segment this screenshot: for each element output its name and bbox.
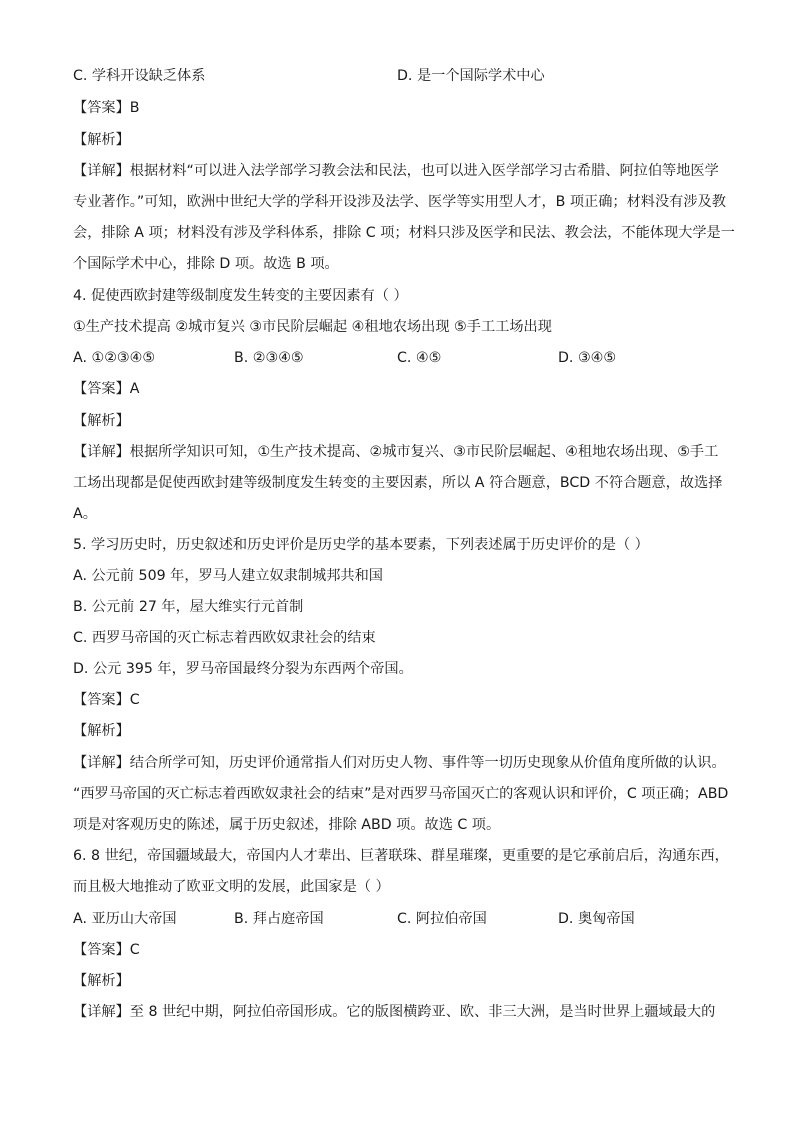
q4-detail-line: 工场出现都是促使西欧封建等级制度发生转变的主要因素，所以 A 符合题意，BCD 不符合题意，故选择 bbox=[73, 475, 723, 491]
q5-detail-line: “西罗马帝国的灭亡标志着西欧奴隶社会的结束”是对西罗马帝国灭亡的客观认识和评价，C 项正确；ABD bbox=[73, 786, 729, 802]
q5-stem: 5. 学习历史时，历史叙述和历史评价是历史学的基本要素，下列表述属于历史评价的是（ ） bbox=[73, 537, 649, 553]
q3-detail-line: 专业著作。”可知，欧洲中世纪大学的学科开设涉及法学、医学等实用型人才，B 项正确；材料没有涉及教 bbox=[73, 194, 726, 210]
q5-option-a: A. 公元前 509 年，罗马人建立奴隶制城邦共和国 bbox=[73, 568, 383, 584]
q4-answer: 【答案】A bbox=[73, 381, 140, 397]
q6-option-d: D. 奥匈帝国 bbox=[558, 911, 635, 927]
q5-detail-line: 项是对客观历史的陈述，属于历史叙述，排除 ABD 项。故选 C 项。 bbox=[73, 817, 501, 833]
q3-option-d: D. 是一个国际学术中心 bbox=[397, 68, 545, 84]
q3-answer: 【答案】B bbox=[73, 100, 140, 116]
q3-detail-line: 【详解】根据材料“可以进入法学部学习教会法和民法，也可以进入医学部学习古希腊、阿拉伯等地医学 bbox=[73, 163, 719, 179]
q5-detail-line: 【详解】结合所学可知，历史评价通常指人们对历史人物、事件等一切历史现象从价值角度所做的认识。 bbox=[73, 755, 726, 771]
q4-option-b: B. ②③④⑤ bbox=[234, 350, 304, 366]
q3-detail-line: 会，排除 A 项；材料没有涉及学科体系，排除 C 项；材料只涉及医学和民法、教会法，不能体现大学是一 bbox=[73, 225, 735, 241]
q4-stem: 4. 促使西欧封建等级制度发生转变的主要因素有（ ） bbox=[73, 288, 408, 304]
q3-analysis-label: 【解析】 bbox=[73, 132, 130, 148]
q6-options-row bbox=[73, 909, 733, 929]
q4-option-c: C. ④⑤ bbox=[397, 350, 442, 366]
q6-detail-line: 【详解】至 8 世纪中期，阿拉伯帝国形成。它的版图横跨亚、欧、非三大洲，是当时世界上疆域最大的 bbox=[73, 1004, 716, 1020]
q3-option-c: C. 学科开设缺乏体系 bbox=[73, 68, 206, 84]
q4-items: ①生产技术提高 ②城市复兴 ③市民阶层崛起 ④租地农场出现 ⑤手工工场出现 bbox=[73, 319, 552, 335]
q5-option-d: D. 公元 395 年，罗马帝国最终分裂为东西两个帝国。 bbox=[73, 661, 413, 677]
q6-stem-line: 而且极大地推动了欧亚文明的发展，此国家是（ ） bbox=[73, 879, 390, 895]
q6-stem-line: 6. 8 世纪，帝国疆域最大，帝国内人才辈出、巨著联珠、群星璀璨，更重要的是它承前启后，沟通东西， bbox=[73, 848, 729, 864]
q4-analysis-label: 【解析】 bbox=[73, 413, 130, 429]
q3-detail-line: 个国际学术中心，排除 D 项。故选 B 项。 bbox=[73, 256, 339, 272]
q4-option-a: A. ①②③④⑤ bbox=[73, 350, 156, 366]
q5-analysis-label: 【解析】 bbox=[73, 723, 130, 739]
q5-option-b: B. 公元前 27 年，屋大维实行元首制 bbox=[73, 599, 304, 615]
q4-detail-line: A。 bbox=[73, 506, 97, 522]
q6-option-c: C. 阿拉伯帝国 bbox=[397, 911, 487, 927]
q5-option-c: C. 西罗马帝国的灭亡标志着西欧奴隶社会的结束 bbox=[73, 630, 376, 646]
q5-answer: 【答案】C bbox=[73, 692, 140, 708]
q6-analysis-label: 【解析】 bbox=[73, 973, 130, 989]
q4-detail-line: 【详解】根据所学知识可知，①生产技术提高、②城市复兴、③市民阶层崛起、④租地农场出现、⑤手工 bbox=[73, 444, 719, 460]
q4-option-d: D. ③④⑤ bbox=[558, 350, 617, 366]
q6-option-b: B. 拜占庭帝国 bbox=[234, 911, 324, 927]
q4-options-row bbox=[73, 348, 733, 368]
q6-answer: 【答案】C bbox=[73, 942, 140, 958]
q3-options-row bbox=[73, 66, 733, 86]
q6-option-a: A. 亚历山大帝国 bbox=[73, 911, 177, 927]
